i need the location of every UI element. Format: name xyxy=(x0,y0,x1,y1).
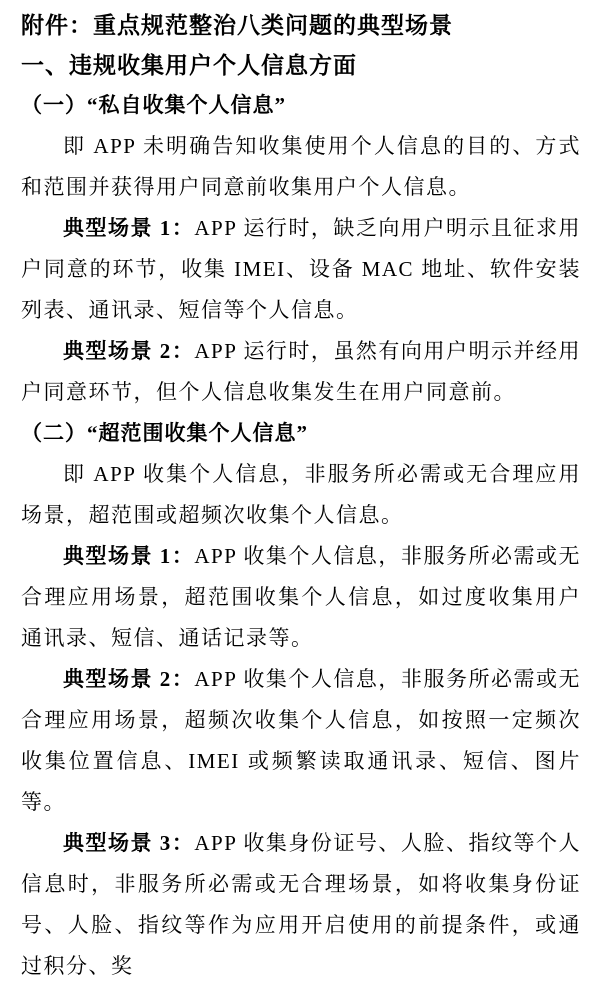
paragraph xyxy=(21,823,581,987)
paragraph xyxy=(21,126,581,208)
paragraph-text: APP 运行时，缺乏向用户明示且征求用户同意的环节，收集 IMEI、设备 MAC 地址、软件安装列表、通讯录、短信等个人信息。 xyxy=(21,216,582,322)
paragraph-lead: 典型场景 2： xyxy=(63,667,195,691)
paragraph xyxy=(21,331,581,413)
section-heading: 一、违规收集用户个人信息方面 xyxy=(21,52,357,78)
paragraph xyxy=(21,454,581,536)
paragraph xyxy=(21,208,581,331)
paragraph-lead: 典型场景 3： xyxy=(63,831,195,855)
paragraph-text: APP 收集个人信息，非服务所必需或无合理应用场景，超范围收集个人信息，如过度收集用户通讯录、短信、通话记录等。 xyxy=(21,544,582,650)
paragraph-text: APP 收集个人信息，非服务所必需或无合理应用场景，超频次收集个人信息，如按照一定频次收集位置信息、IMEI 或频繁读取通讯录、短信、图片等。 xyxy=(21,667,582,814)
paragraph-text: 即 APP 未明确告知收集使用个人信息的目的、方式和范围并获得用户同意前收集用户个人信息。 xyxy=(21,134,581,199)
paragraph-text: APP 收集身份证号、人脸、指纹等个人信息时，非服务所必需或无合理场景，如将收集身份证号、人脸、指纹等作为应用开启使用的前提条件，或通过积分、奖 xyxy=(21,831,582,978)
paragraph xyxy=(21,659,581,823)
subsection-2-heading: （二）“超范围收集个人信息” xyxy=(21,421,308,445)
document-title: 附件：重点规范整治八类问题的典型场景 xyxy=(21,12,453,38)
paragraph-text: 即 APP 收集个人信息，非服务所必需或无合理应用场景，超范围或超频次收集个人信息。 xyxy=(21,462,581,527)
paragraph xyxy=(21,536,581,659)
paragraph-text: APP 运行时，虽然有向用户明示并经用户同意环节，但个人信息收集发生在用户同意前。 xyxy=(21,339,582,404)
paragraph-lead: 典型场景 1： xyxy=(63,544,195,568)
paragraph-lead: 典型场景 1： xyxy=(63,216,195,240)
paragraph-lead: 典型场景 2： xyxy=(63,339,195,363)
subsection-1-heading: （一）“私自收集个人信息” xyxy=(21,93,286,117)
